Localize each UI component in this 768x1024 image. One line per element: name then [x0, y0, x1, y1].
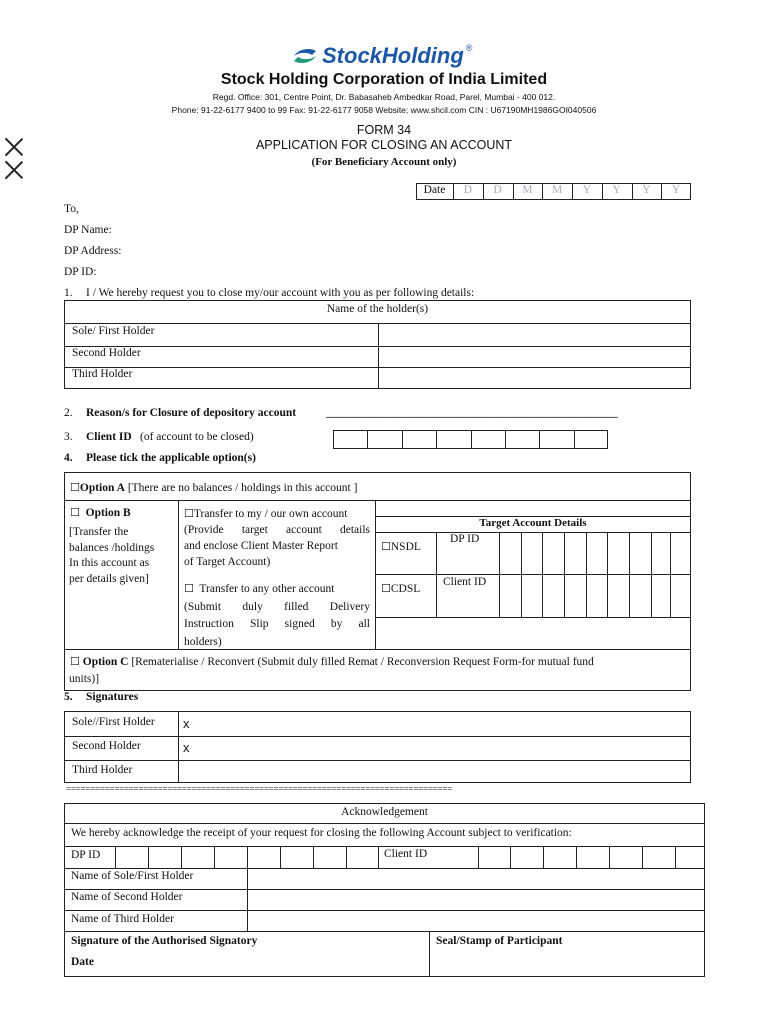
transfer-other-line: Instruction Slip signed by all — [184, 618, 370, 630]
option-c-title: Option C — [82, 656, 129, 668]
option-b-desc-line: per details given] — [69, 572, 149, 585]
option-c-text-2: units)] — [69, 673, 100, 685]
dp-address-label: DP Address: — [64, 245, 122, 257]
client-id-digit-input[interactable] — [575, 431, 607, 448]
target-account-digit-input[interactable] — [630, 533, 650, 573]
ack-dp-id-digit-input[interactable] — [347, 847, 377, 867]
ack-client-id-digit-input[interactable] — [479, 847, 509, 867]
target-account-digit-input[interactable] — [608, 533, 628, 573]
ack-dp-id-digit-input[interactable] — [215, 847, 246, 867]
ack-client-id-digit-input[interactable] — [676, 847, 704, 867]
client-id-digit-input[interactable] — [540, 431, 572, 448]
holder-name-input[interactable] — [380, 324, 690, 345]
holder-name-input[interactable] — [380, 347, 690, 366]
company-name: Stock Holding Corporation of India Limited — [220, 71, 548, 88]
option-b-desc-line: balances /holdings — [69, 541, 155, 554]
date-digit-cell[interactable]: D — [463, 184, 473, 196]
option-b-title: Option B — [85, 507, 131, 519]
date-digit-cell[interactable]: Y — [582, 184, 592, 196]
option-a-checkbox[interactable]: ☐ — [70, 481, 80, 494]
signatures-label: Signatures — [86, 691, 139, 703]
section1-text: I / We hereby request you to close my/our account with you as per following details: — [86, 287, 475, 299]
option-c-text: [Rematerialise / Reconvert (Submit duly filled Remat / Reconversion Request Form-for mutual fund — [131, 656, 594, 668]
target-account-digit-input[interactable] — [500, 575, 520, 615]
option-c-checkbox[interactable]: ☐ — [70, 655, 80, 668]
section4-number: 4. — [64, 452, 73, 464]
reason-input[interactable]: _______________________________________________________ — [326, 407, 618, 419]
target-account-digit-input[interactable] — [671, 533, 690, 573]
registered-mark: ® — [465, 43, 473, 53]
authorised-signatory-label: Signature of the Authorised Signatory — [71, 935, 258, 947]
nsdl-option[interactable] — [381, 540, 421, 553]
client-id-digit-input[interactable] — [403, 431, 435, 448]
signature-mark[interactable]: x — [183, 740, 190, 755]
logo — [290, 43, 472, 69]
target-account-digit-input[interactable] — [587, 575, 606, 615]
date-digit-cell[interactable]: M — [522, 184, 533, 196]
option-b-desc-line: In this account as — [69, 557, 150, 569]
client-id-digit-input[interactable] — [368, 431, 400, 448]
transfer-own-line: of Target Account) — [184, 556, 271, 568]
form-title: APPLICATION FOR CLOSING AN ACCOUNT — [255, 138, 513, 152]
reason-label: Reason/s for Closure of depository account — [86, 407, 297, 419]
transfer-other-option[interactable] — [184, 580, 370, 651]
ack-dp-id-digit-input[interactable] — [182, 847, 213, 867]
date-digit-cell[interactable]: M — [552, 184, 563, 196]
date-digit-cell[interactable]: Y — [612, 184, 621, 196]
target-account-title: Target Account Details — [479, 517, 587, 529]
ack-holder-label: Name of Sole/First Holder — [71, 870, 194, 882]
holder-row-label: Sole/ First Holder — [72, 325, 155, 337]
transfer-other-line: (Submit duly filled Delivery — [184, 600, 370, 613]
ack-dp-id-digit-input[interactable] — [149, 847, 180, 867]
ack-client-id-digit-input[interactable] — [643, 847, 674, 867]
target-account-digit-input[interactable] — [500, 533, 520, 573]
transfer-own-checkbox[interactable]: ☐ — [184, 507, 194, 520]
client-id-digit-input[interactable] — [437, 431, 469, 448]
transfer-own-title: Transfer to my / our own account — [193, 508, 348, 520]
ack-dp-id-digit-input[interactable] — [248, 847, 279, 867]
section1-number: 1. — [64, 287, 73, 299]
target-account-digit-input[interactable] — [608, 575, 628, 615]
holder-name-input[interactable] — [380, 368, 690, 388]
target-account-digit-input[interactable] — [565, 575, 585, 615]
target-client-id-label: Client ID — [443, 576, 487, 588]
option-c[interactable] — [70, 655, 685, 668]
option-b-desc — [69, 525, 174, 587]
holders-table-header: Name of the holder(s) — [326, 303, 429, 315]
client-id-label: Client ID — [86, 431, 132, 443]
target-account-digit-input[interactable] — [652, 575, 669, 615]
target-account-digit-input[interactable] — [522, 533, 541, 573]
signature-mark[interactable]: x — [183, 716, 190, 731]
ack-date-label: Date — [71, 956, 94, 968]
option-a-title: Option A — [79, 482, 125, 494]
ack-holder-label: Name of Third Holder — [71, 913, 174, 925]
section5-number: 5. — [64, 691, 73, 703]
target-account-digit-input[interactable] — [587, 533, 606, 573]
ack-holder-label: Name of Second Holder — [71, 891, 183, 903]
section2-number: 2. — [64, 407, 73, 419]
target-account-digit-input[interactable] — [630, 575, 650, 615]
transfer-own-line: (Provide target account details — [184, 524, 370, 536]
separator: ================================================================================ — [66, 784, 453, 794]
target-account-digit-input[interactable] — [671, 575, 690, 615]
form-number: FORM 34 — [356, 123, 412, 137]
seal-stamp-label: Seal/Stamp of Participant — [436, 935, 563, 947]
transfer-other-line: holders) — [184, 635, 222, 648]
date-digit-cell[interactable]: D — [493, 184, 502, 196]
date-digit-cell[interactable]: Y — [642, 184, 651, 196]
ack-dp-id-label: DP ID — [71, 849, 101, 861]
ack-client-id-label: Client ID — [384, 848, 428, 860]
target-account-digit-input[interactable] — [652, 533, 669, 573]
nsdl-checkbox[interactable]: ☐ — [381, 540, 391, 553]
to-label: To, — [64, 203, 79, 215]
client-id-digit-input[interactable] — [472, 431, 504, 448]
nsdl-label: NSDL — [390, 541, 421, 553]
transfer-other-checkbox[interactable]: ☐ — [184, 582, 194, 595]
target-account-digit-input[interactable] — [522, 575, 541, 615]
holder-row-label: Third Holder — [72, 368, 133, 380]
signature-row-label: Sole//First Holder — [72, 716, 155, 728]
ack-dp-id-digit-input[interactable] — [314, 847, 345, 867]
cdsl-checkbox[interactable]: ☐ — [381, 582, 391, 595]
option-b-desc-line: [Transfer the — [69, 526, 129, 538]
ack-client-id-digit-input[interactable] — [511, 847, 542, 867]
ack-dp-id-digit-input[interactable] — [116, 847, 147, 867]
ack-dp-id-digit-input[interactable] — [281, 847, 312, 867]
holder-row-label: Second Holder — [72, 347, 141, 359]
signature-row-label: Second Holder — [72, 740, 141, 752]
transfer-own-option[interactable] — [184, 506, 370, 570]
signature-field[interactable] — [180, 762, 690, 782]
acknowledgement-title: Acknowledgement — [341, 806, 428, 818]
target-dp-id-label: DP ID — [450, 533, 480, 545]
signature-row-label: Third Holder — [72, 764, 133, 776]
target-account-digit-input[interactable] — [543, 533, 563, 573]
date-label: Date — [423, 184, 446, 196]
client-id-note: (of account to be closed) — [140, 431, 254, 443]
contact-line: Phone: 91-22-6177 9400 to 99 Fax: 91-22-6177 9058 Website; www.shcil.com CIN : U67190MH1986GOI040506 — [171, 105, 597, 115]
target-account-digit-input[interactable] — [543, 575, 563, 615]
transfer-own-line: and enclose Client Master Report — [184, 540, 338, 552]
ack-client-id-digit-input[interactable] — [610, 847, 641, 867]
option-b[interactable] — [70, 506, 131, 519]
address-line: Regd. Office: 301, Centre Point, Dr. Babasaheb Ambedkar Road, Parel, Mumbai - 400 012. — [212, 92, 556, 102]
brand-name: StockHolding — [322, 43, 464, 68]
target-account-digit-input[interactable] — [565, 533, 585, 573]
dp-name-label: DP Name: — [64, 224, 112, 236]
client-id-digit-input[interactable] — [334, 431, 366, 448]
option-a[interactable] — [70, 481, 357, 494]
cdsl-option[interactable] — [381, 582, 420, 595]
acknowledgement-text: We hereby acknowledge the receipt of your request for closing the following Account subject to verification: — [71, 827, 572, 839]
ack-client-id-digit-input[interactable] — [544, 847, 575, 867]
dp-id-label: DP ID: — [64, 266, 97, 278]
client-id-digit-input[interactable] — [506, 431, 538, 448]
form-subtitle: (For Beneficiary Account only) — [311, 156, 457, 168]
ack-client-id-digit-input[interactable] — [577, 847, 608, 867]
cdsl-label: CDSL — [390, 583, 421, 595]
option-a-text: [There are no balances / holdings in this account ] — [127, 482, 358, 494]
section3-number: 3. — [64, 431, 73, 443]
date-digit-cell[interactable]: Y — [671, 184, 681, 196]
option-b-checkbox[interactable]: ☐ — [70, 506, 80, 519]
options-label: Please tick the applicable option(s) — [86, 452, 256, 464]
stockholding-logo-icon — [290, 45, 320, 67]
transfer-other-title: Transfer to any other account — [199, 583, 335, 595]
